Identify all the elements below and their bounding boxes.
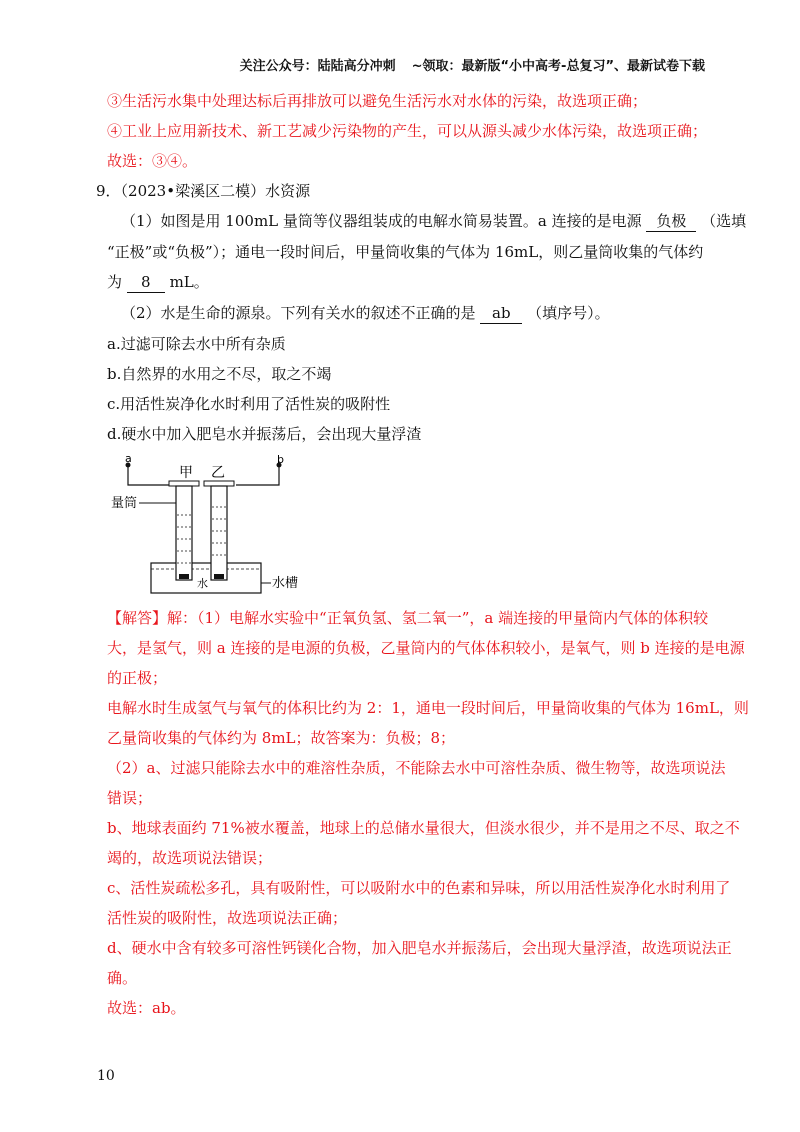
answer-line-6: （2）a、过滤只能除去水中的难溶性杂质，不能除去水中可溶性杂质、微生物等，故选项说法 — [107, 759, 726, 777]
cylinder-jia — [176, 486, 192, 580]
answer-blank-2: 8 — [127, 273, 165, 293]
answer-line-7: 错误； — [107, 789, 153, 807]
question-part1-line1: （1）如图是用 100mL 量筒等仪器组装成的电解水简易装置。a 连接的是电源 负极 （选填 — [121, 212, 747, 230]
option-d: d.硬水中加入肥皂水并振荡后，会出现大量浮渣 — [107, 425, 422, 443]
question-part2: （2）水是生命的源泉。下列有关水的叙述不正确的是 ab （填序号）。 — [121, 304, 610, 322]
page-header — [240, 55, 705, 74]
electrolysis-apparatus-figure — [111, 455, 301, 595]
cylinder-yi — [211, 486, 227, 580]
label-tank: 水槽 — [272, 576, 299, 591]
answer-line-5: 乙量筒收集的气体约为 8mL；故答案为：负极；8； — [107, 729, 456, 747]
answer-line-9: 竭的，故选项说法错误； — [107, 849, 273, 867]
question-part1-line3: 为 8 mL。 — [107, 273, 209, 291]
answer-conclusion: 故选：ab。 — [107, 999, 186, 1017]
answer-line-4: 电解水时生成氢气与氧气的体积比约为 2：1，通电一段时间后，甲量筒收集的气体为 16mL，则 — [107, 699, 749, 717]
cylinder-yi-rim — [204, 481, 234, 486]
label-b: b — [277, 455, 284, 466]
header-left-text: 关注公众号：陆陆高分冲刺 — [239, 59, 396, 74]
answer-line-3: 的正极； — [107, 669, 168, 687]
header-right-text: ~领取：最新版“小中高考-总复习”、最新试卷下载 — [411, 59, 705, 74]
question-title: 9．（2023•梁溪区二模）水资源 — [96, 182, 311, 200]
label-jia: 甲 — [179, 465, 193, 481]
electrode-jia — [179, 574, 189, 579]
page-content — [96, 92, 749, 1029]
wire-b — [236, 465, 279, 485]
answer-line-1: 【解答】解：（1）电解水实验中“正氧负氢、氢二氧一”，a 端连接的甲量筒内气体的体积较 — [107, 609, 709, 627]
prev-solution-line-3: ③生活污水集中处理达标后再排放可以避免生活污水对水体的污染，故选项正确； — [107, 92, 648, 110]
option-a: a.过滤可除去水中所有杂质 — [107, 335, 286, 353]
answer-blank-1: 负极 — [646, 212, 696, 232]
answer-line-8: b、地球表面约 71%被水覆盖，地球上的总储水量很大，但淡水很少，并不是用之不尽、取之不 — [107, 819, 740, 837]
answer-line-11: 活性炭的吸附性，故选项说法正确； — [107, 909, 348, 927]
prev-solution-conclusion: 故选：③④。 — [107, 152, 198, 170]
answer-line-13: 确。 — [107, 969, 138, 987]
answer-line-10: c、活性炭疏松多孔，具有吸附性，可以吸附水中的色素和异味，所以用活性炭净化水时利用了 — [107, 879, 731, 897]
label-yi: 乙 — [211, 465, 225, 481]
label-water: 水 — [197, 577, 208, 590]
page-number: 10 — [97, 1068, 115, 1084]
answer-blank-3: ab — [480, 304, 522, 324]
answer-line-12: d、硬水中含有较多可溶性钙镁化合物，加入肥皂水并振荡后，会出现大量浮渣，故选项说法正 — [107, 939, 732, 957]
option-b: b.自然界的水用之不尽，取之不竭 — [107, 365, 332, 383]
cylinder-jia-rim — [169, 481, 199, 486]
option-c: c.用活性炭净化水时利用了活性炭的吸附性 — [107, 395, 391, 413]
answer-line-2: 大，是氢气，则 a 连接的是电源的负极，乙量筒内的气体体积较小，是氧气，则 b 连接的是电源 — [107, 639, 745, 657]
answer-tag: 【解答】 — [107, 609, 168, 627]
label-a: a — [125, 455, 132, 465]
electrode-yi — [214, 574, 224, 579]
prev-solution-line-4: ④工业上应用新技术、新工艺减少污染物的产生，可以从源头减少水体污染，故选项正确； — [107, 122, 708, 140]
label-cylinder: 量筒 — [111, 496, 138, 511]
electrolysis-diagram — [111, 455, 301, 595]
question-part1-line2: “正极”或“负极”）；通电一段时间后，甲量筒收集的气体为 16mL，则乙量筒收集的气体约 — [107, 243, 704, 261]
